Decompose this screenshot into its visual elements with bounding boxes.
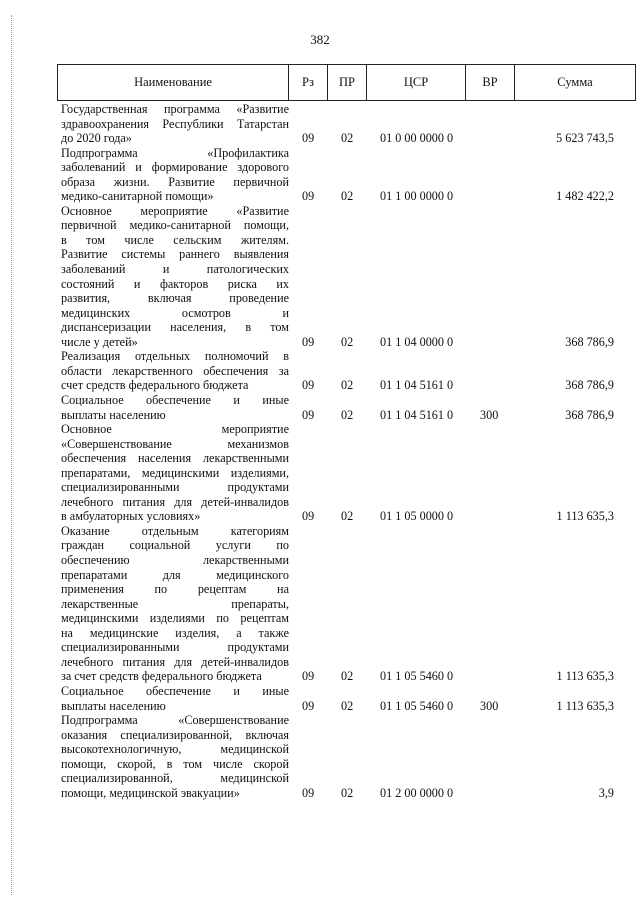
row-name-line: медико-санитарной помощи» <box>61 189 214 204</box>
row-name-line: в амбулаторных условиях» <box>61 509 201 524</box>
row-name-line: высокотехнологичную, медицинской <box>61 742 289 757</box>
row-name-line: первичной медико-санитарной помощи, <box>61 218 289 233</box>
row-name-line: «Совершенствование механизмов <box>61 436 289 451</box>
row-name-line: обеспечению лекарственными <box>61 553 289 568</box>
row-name-line: за счет средств федерального бюджета <box>61 669 262 684</box>
row-rz: 09 <box>302 189 315 204</box>
row-name <box>61 204 289 349</box>
row-csr: 01 1 04 0000 0 <box>380 334 454 349</box>
row-name-line: помощи, медицинской эвакуации» <box>61 785 240 800</box>
row-name-line: лечебного питания для детей-инвалидов <box>61 494 289 509</box>
row-name-line: препаратами для медицинского <box>61 567 289 582</box>
header-rz: Рз <box>289 65 328 100</box>
row-sum: 368 786,9 <box>565 407 614 422</box>
row-name-line: оказания специализированной, включая <box>61 727 289 742</box>
row-name-line: Основное мероприятие <box>61 422 289 437</box>
row-sum: 368 786,9 <box>565 334 614 349</box>
row-csr: 01 1 04 5161 0 <box>380 407 454 422</box>
row-vr: 300 <box>480 698 499 713</box>
row-name-line: лекарственные препараты, <box>61 596 289 611</box>
row-csr: 01 1 05 5460 0 <box>380 669 454 684</box>
row-pr: 02 <box>341 509 354 524</box>
row-sum: 1 113 635,3 <box>556 669 614 684</box>
row-name-line: Подпрограмма «Совершенствование <box>61 713 289 728</box>
row-csr: 01 1 05 0000 0 <box>380 509 454 524</box>
row-name-line: в том числе сельским жителям. <box>61 232 289 247</box>
row-name-line: Развитие системы раннего выявления <box>61 247 289 262</box>
row-name-line: состояний и факторов риска их <box>61 276 289 291</box>
row-name-line: заболеваний и формирование здорового <box>61 160 289 175</box>
header-csr: ЦСР <box>367 65 466 100</box>
header-sum: Сумма <box>557 75 593 89</box>
row-name-line: Реализация отдельных полномочий в <box>61 349 289 364</box>
row-sum: 5 623 743,5 <box>556 131 614 146</box>
row-name-line: числе у детей» <box>61 334 138 349</box>
row-pr: 02 <box>341 334 354 349</box>
row-name-line: выплаты населению <box>61 407 166 422</box>
row-rz: 09 <box>302 785 315 800</box>
row-pr: 02 <box>341 189 354 204</box>
row-name-line: развития, включая проведение <box>61 291 289 306</box>
row-pr: 02 <box>341 698 354 713</box>
row-pr: 02 <box>341 378 354 393</box>
row-rz: 09 <box>302 407 315 422</box>
row-rz: 09 <box>302 334 315 349</box>
row-sum: 1 113 635,3 <box>556 698 614 713</box>
row-name-line: медицинских осмотров и <box>61 305 289 320</box>
row-name-line: заболеваний и патологических <box>61 262 289 277</box>
row-rz: 09 <box>302 698 315 713</box>
row-name-line: на медицинские изделия, а также <box>61 625 289 640</box>
row-name-line: Государственная программа «Развитие <box>61 102 289 116</box>
row-name <box>61 393 289 422</box>
row-name-line: здравоохранения Республики Татарстан <box>61 116 289 131</box>
row-name <box>61 524 289 684</box>
row-rz: 09 <box>302 669 315 684</box>
table-header <box>57 64 636 101</box>
row-csr: 01 2 00 0000 0 <box>380 785 454 800</box>
row-name-line: специализированной, медицинской <box>61 771 289 786</box>
row-name-line: специализированными продуктами <box>61 480 289 495</box>
row-name-line: обеспечения населения лекарственными <box>61 451 289 466</box>
row-name-line: Подпрограмма «Профилактика <box>61 145 289 160</box>
header-pr: ПР <box>328 65 367 100</box>
row-name-line: Социальное обеспечение и иные <box>61 684 289 698</box>
row-pr: 02 <box>341 131 354 146</box>
row-sum: 3,9 <box>598 785 614 800</box>
row-name-line: области лекарственного обеспечения за <box>61 363 289 378</box>
row-rz: 09 <box>302 131 315 146</box>
row-name-line: применения по рецептам на <box>61 582 289 597</box>
page-number: 382 <box>310 32 330 47</box>
row-csr: 01 1 00 0000 0 <box>380 189 454 204</box>
row-name-line: счет средств федерального бюджета <box>61 378 249 393</box>
row-pr: 02 <box>341 785 354 800</box>
row-name-line: препаратами, медицинскими изделиями, <box>61 465 289 480</box>
row-name-line: медицинскими изделиями по рецептам <box>61 611 289 626</box>
row-rz: 09 <box>302 509 315 524</box>
row-name <box>61 349 289 393</box>
row-name <box>61 684 289 713</box>
row-name-line: граждан социальной услуги по <box>61 538 289 553</box>
row-name-line: лечебного питания для детей-инвалидов <box>61 654 289 669</box>
scan-margin-dots <box>11 15 12 895</box>
row-name <box>61 713 289 800</box>
header-name: Наименование <box>58 65 289 100</box>
row-rz: 09 <box>302 378 315 393</box>
row-sum: 1 113 635,3 <box>556 509 614 524</box>
row-name-line: помощи, скорой, в том числе скорой <box>61 756 289 771</box>
header-vr: ВР <box>466 65 515 100</box>
row-name-line: образа жизни. Развитие первичной <box>61 174 289 189</box>
row-csr: 01 0 00 0000 0 <box>380 131 454 146</box>
row-name-line: диспансеризации населения, в том <box>61 320 289 335</box>
row-sum: 368 786,9 <box>565 378 614 393</box>
row-pr: 02 <box>341 407 354 422</box>
row-sum: 1 482 422,2 <box>556 189 614 204</box>
row-name-line: до 2020 года» <box>61 131 132 146</box>
row-name-line: Основное мероприятие «Развитие <box>61 203 289 218</box>
row-pr: 02 <box>341 669 354 684</box>
row-vr: 300 <box>480 407 499 422</box>
row-name <box>61 102 289 146</box>
row-name <box>61 146 289 204</box>
row-csr: 01 1 04 5161 0 <box>380 378 454 393</box>
row-name-line: специализированными продуктами <box>61 640 289 655</box>
row-name-line: Оказание отдельным категориям <box>61 523 289 538</box>
row-name-line: выплаты населению <box>61 698 166 713</box>
row-csr: 01 1 05 5460 0 <box>380 698 454 713</box>
row-name <box>61 422 289 524</box>
row-name-line: Социальное обеспечение и иные <box>61 393 289 407</box>
